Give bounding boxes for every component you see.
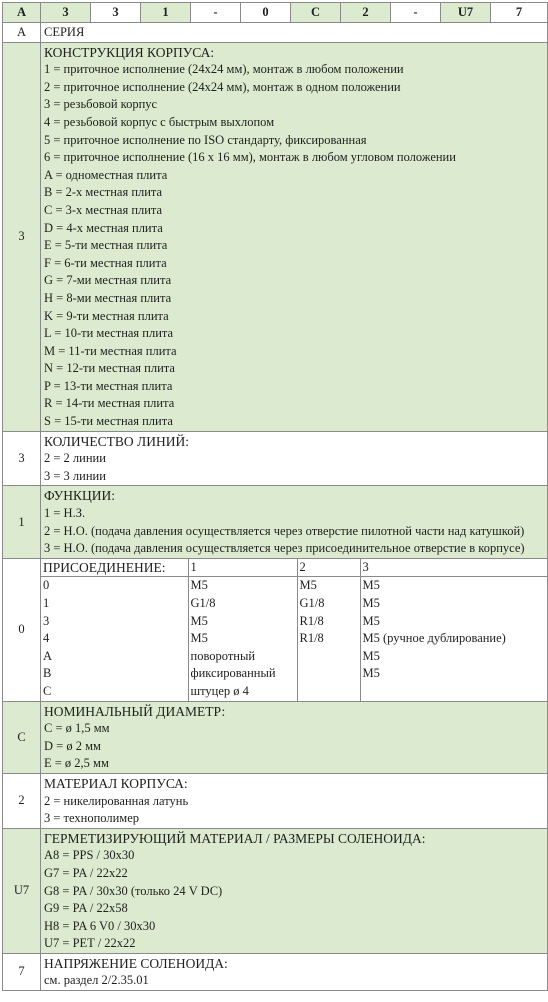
cell: R1/8: [297, 630, 360, 648]
row-functions: [3, 486, 548, 558]
option-line: N = 12-ти местная плита: [44, 361, 175, 376]
row-solenoid-voltage: [3, 953, 548, 990]
cell: R1/8: [297, 613, 360, 631]
row-content: [41, 701, 548, 773]
row-content: [41, 42, 548, 431]
cell: M5: [360, 577, 547, 595]
row-seal-material: [3, 828, 548, 953]
code-header-row: [3, 3, 548, 23]
connection-row: [41, 613, 547, 631]
row-content: [41, 773, 548, 828]
row-content: [41, 558, 548, 701]
option-line: 2 = 2 линии: [44, 451, 106, 466]
connection-row: [41, 595, 547, 613]
cell: фиксированный: [188, 665, 297, 683]
option-line: 1 = приточное исполнение (24x24 мм), монтаж в любом положении: [44, 62, 404, 77]
cell: M5: [188, 577, 297, 595]
option-line: M = 11-ти местная плита: [44, 343, 177, 358]
option-line: 3 = Н.О. (подача давления осуществляется через присоединительное отверстие в корпусе): [44, 541, 525, 556]
option-line: см. раздел 2/2.35.01: [44, 973, 149, 988]
column-header: 1: [188, 559, 297, 577]
column-header: 3: [360, 559, 547, 577]
option-line: G7 = PA / 22x22: [44, 865, 128, 880]
cell: [297, 648, 360, 666]
cell: A: [43, 648, 53, 663]
section-title: КОЛИЧЕСТВО ЛИНИЙ:: [44, 433, 189, 449]
connection-row: [41, 577, 547, 595]
row-label: 3: [3, 431, 41, 486]
row-connection: [3, 558, 548, 701]
option-line: B = 2-х местная плита: [44, 185, 163, 200]
option-line: L = 10-ти местная плита: [44, 326, 174, 341]
code-cell-material: 2: [341, 3, 391, 23]
option-line: G9 = PA / 22x58: [44, 901, 128, 916]
code-cell-body: 3: [41, 3, 91, 23]
row-content: [41, 486, 548, 558]
cell: M5: [360, 665, 547, 683]
cell: 1: [43, 596, 50, 610]
cell: штуцер ø 4: [188, 683, 297, 701]
section-title: КОНСТРУКЦИЯ КОРПУСА:: [44, 44, 215, 60]
option-line: D = 4-х местная плита: [44, 220, 163, 235]
option-line: F = 6-ти местная плита: [44, 255, 167, 270]
row-content: [41, 828, 548, 953]
cell: 3: [43, 613, 50, 628]
option-line: E = ø 2,5 мм: [44, 756, 109, 771]
cell: [360, 683, 547, 701]
code-cell-lines: 3: [91, 3, 141, 23]
code-cell-function: 1: [141, 3, 191, 23]
option-line: R = 14-ти местная плита: [44, 396, 175, 411]
section-title: ГЕРМЕТИЗИРУЮЩИЙ МАТЕРИАЛ / РАЗМЕРЫ СОЛЕНОИДА:: [44, 830, 426, 846]
connection-row: [41, 683, 547, 701]
option-line: 2 = приточное исполнение (24x24 мм), монтаж в одном положении: [44, 79, 401, 94]
option-line: 4 = резьбовой корпус с быстрым выхлопом: [44, 114, 275, 129]
code-cell-dash: -: [391, 3, 441, 23]
section-title: МАТЕРИАЛ КОРПУСА:: [44, 775, 188, 791]
row-content: [41, 953, 548, 990]
option-line: H8 = PA 6 V0 / 30x30: [44, 918, 156, 933]
cell: M5: [188, 613, 297, 631]
code-cell-voltage: 7: [491, 3, 548, 23]
option-line: D = ø 2 мм: [44, 738, 101, 753]
connection-row: [41, 630, 547, 648]
row-lines-count: [3, 431, 548, 486]
row-label: A: [3, 23, 41, 43]
cell: 4: [43, 631, 50, 646]
row-label: 0: [3, 558, 41, 701]
code-cell-dash: -: [191, 3, 241, 23]
option-line: 2 = Н.О. (подача давления осуществляется через отверстие пилотной части над катушкой): [44, 523, 525, 538]
connection-row: [41, 665, 547, 683]
section-title: НАПРЯЖЕНИЕ СОЛЕНОИДА:: [44, 955, 228, 971]
cell: [297, 683, 360, 701]
cell: G1/8: [297, 595, 360, 613]
option-line: E = 5-ти местная плита: [44, 238, 168, 253]
option-line: C = 3-х местная плита: [44, 202, 163, 217]
connection-table: [41, 559, 547, 701]
column-header: 2: [297, 559, 360, 577]
cell: M5: [360, 595, 547, 613]
option-line: 2 = никелированная латунь: [44, 793, 189, 808]
option-line: K = 9-ти местная плита: [44, 308, 169, 323]
cell: 0: [43, 578, 50, 593]
connection-header: [41, 559, 547, 577]
option-line: A8 = PPS / 30x30: [44, 848, 135, 863]
cell: C: [43, 683, 52, 698]
row-body-material: [3, 773, 548, 828]
code-cell-seal: U7: [441, 3, 491, 23]
code-table: [2, 2, 548, 991]
option-line: 3 = резьбовой корпус: [44, 97, 158, 112]
cell: M5: [360, 648, 547, 666]
option-line: G = 7-ми местная плита: [44, 273, 172, 288]
option-line: A = одноместная плита: [44, 167, 168, 182]
option-line: G8 = PA / 30x30 (только 24 V DC): [44, 883, 223, 898]
code-cell-diameter: C: [291, 3, 341, 23]
option-line: C = ø 1,5 мм: [44, 721, 110, 736]
cell: M5 (ручное дублирование): [360, 630, 547, 648]
row-label: 2: [3, 773, 41, 828]
row-body-construction: [3, 42, 548, 431]
cell: M5: [297, 577, 360, 595]
row-label: 1: [3, 486, 41, 558]
option-line: H = 8-ми местная плита: [44, 290, 172, 305]
option-line: S = 15-ти местная плита: [44, 414, 173, 429]
option-line: 6 = приточное исполнение (16 x 16 мм), монтаж в любом угловом положении: [44, 150, 456, 165]
section-title: НОМИНАЛЬНЫЙ ДИАМЕТР:: [44, 703, 226, 719]
connection-row: [41, 648, 547, 666]
cell: M5: [188, 630, 297, 648]
row-label: 7: [3, 953, 41, 990]
row-content: [41, 431, 548, 486]
code-cell-connection: 0: [241, 3, 291, 23]
option-line: 3 = технополимер: [44, 811, 139, 826]
option-line: 5 = приточное исполнение по ISO стандарту, фиксированная: [44, 132, 367, 147]
code-cell-series: A: [3, 3, 41, 23]
row-series: [3, 23, 548, 43]
section-title: ФУНКЦИИ:: [44, 488, 115, 504]
cell: G1/8: [188, 595, 297, 613]
product-code-table: [2, 2, 547, 991]
row-label: C: [3, 701, 41, 773]
cell: M5: [360, 613, 547, 631]
row-label: 3: [3, 42, 41, 431]
cell: [297, 665, 360, 683]
section-title: ПРИСОЕДИНЕНИЕ:: [41, 559, 188, 577]
option-line: 1 = Н.З.: [44, 506, 86, 521]
cell: поворотный: [188, 648, 297, 666]
row-label: U7: [3, 828, 41, 953]
row-nominal-diameter: [3, 701, 548, 773]
option-line: U7 = PET / 22x22: [44, 936, 136, 951]
row-title: СЕРИЯ: [41, 23, 548, 43]
option-line: P = 13-ти местная плита: [44, 378, 173, 393]
option-line: 3 = 3 линии: [44, 468, 106, 483]
cell: B: [43, 666, 52, 681]
